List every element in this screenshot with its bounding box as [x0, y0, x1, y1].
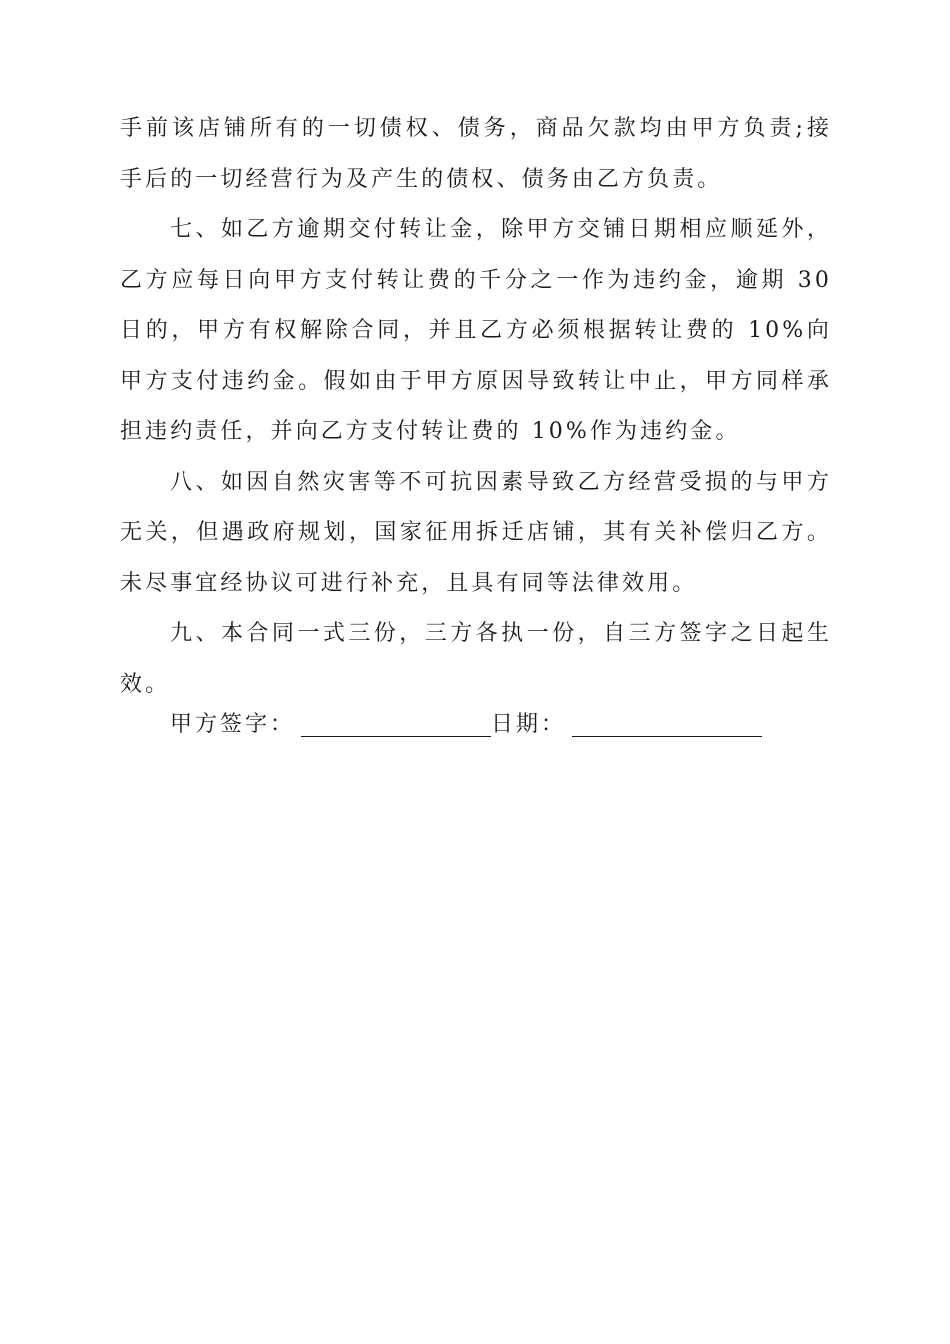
party-a-signature-line: [301, 735, 491, 737]
clause-nine: 九、本合同一式三份，三方各执一份，自三方签字之日起生效。: [120, 621, 832, 697]
date-line: [572, 735, 762, 737]
clause-eight: 八、如因自然灾害等不可抗因素导致乙方经营受损的与甲方无关，但遇政府规划，国家征用拆迁店铺，其有关补偿归乙方。未尽事宜经协议可进行补充，且具有同等法律效用。: [120, 469, 832, 596]
clause-seven: 七、如乙方逾期交付转让金，除甲方交铺日期相应顺延外，乙方应每日向甲方支付转让费的千分之一作为违约金，逾期 30 日的，甲方有权解除合同，并且乙方必须根据转让费的 10%向甲方支付违约金。假如由于甲方原因导致转让中止，甲方同样承担违约责任，并向乙方支付转让费的 10%作为违约金。: [120, 217, 832, 444]
date-label: 日期：: [491, 712, 567, 737]
contract-body: [120, 104, 832, 710]
signature-row: [170, 703, 762, 747]
paragraph-continuation: 手前该店铺所有的一切债权、债务，商品欠款均由甲方负责;接手后的一切经营行为及产生的债权、债务由乙方负责。: [120, 116, 832, 192]
party-a-signature-label: 甲方签字：: [170, 712, 296, 737]
